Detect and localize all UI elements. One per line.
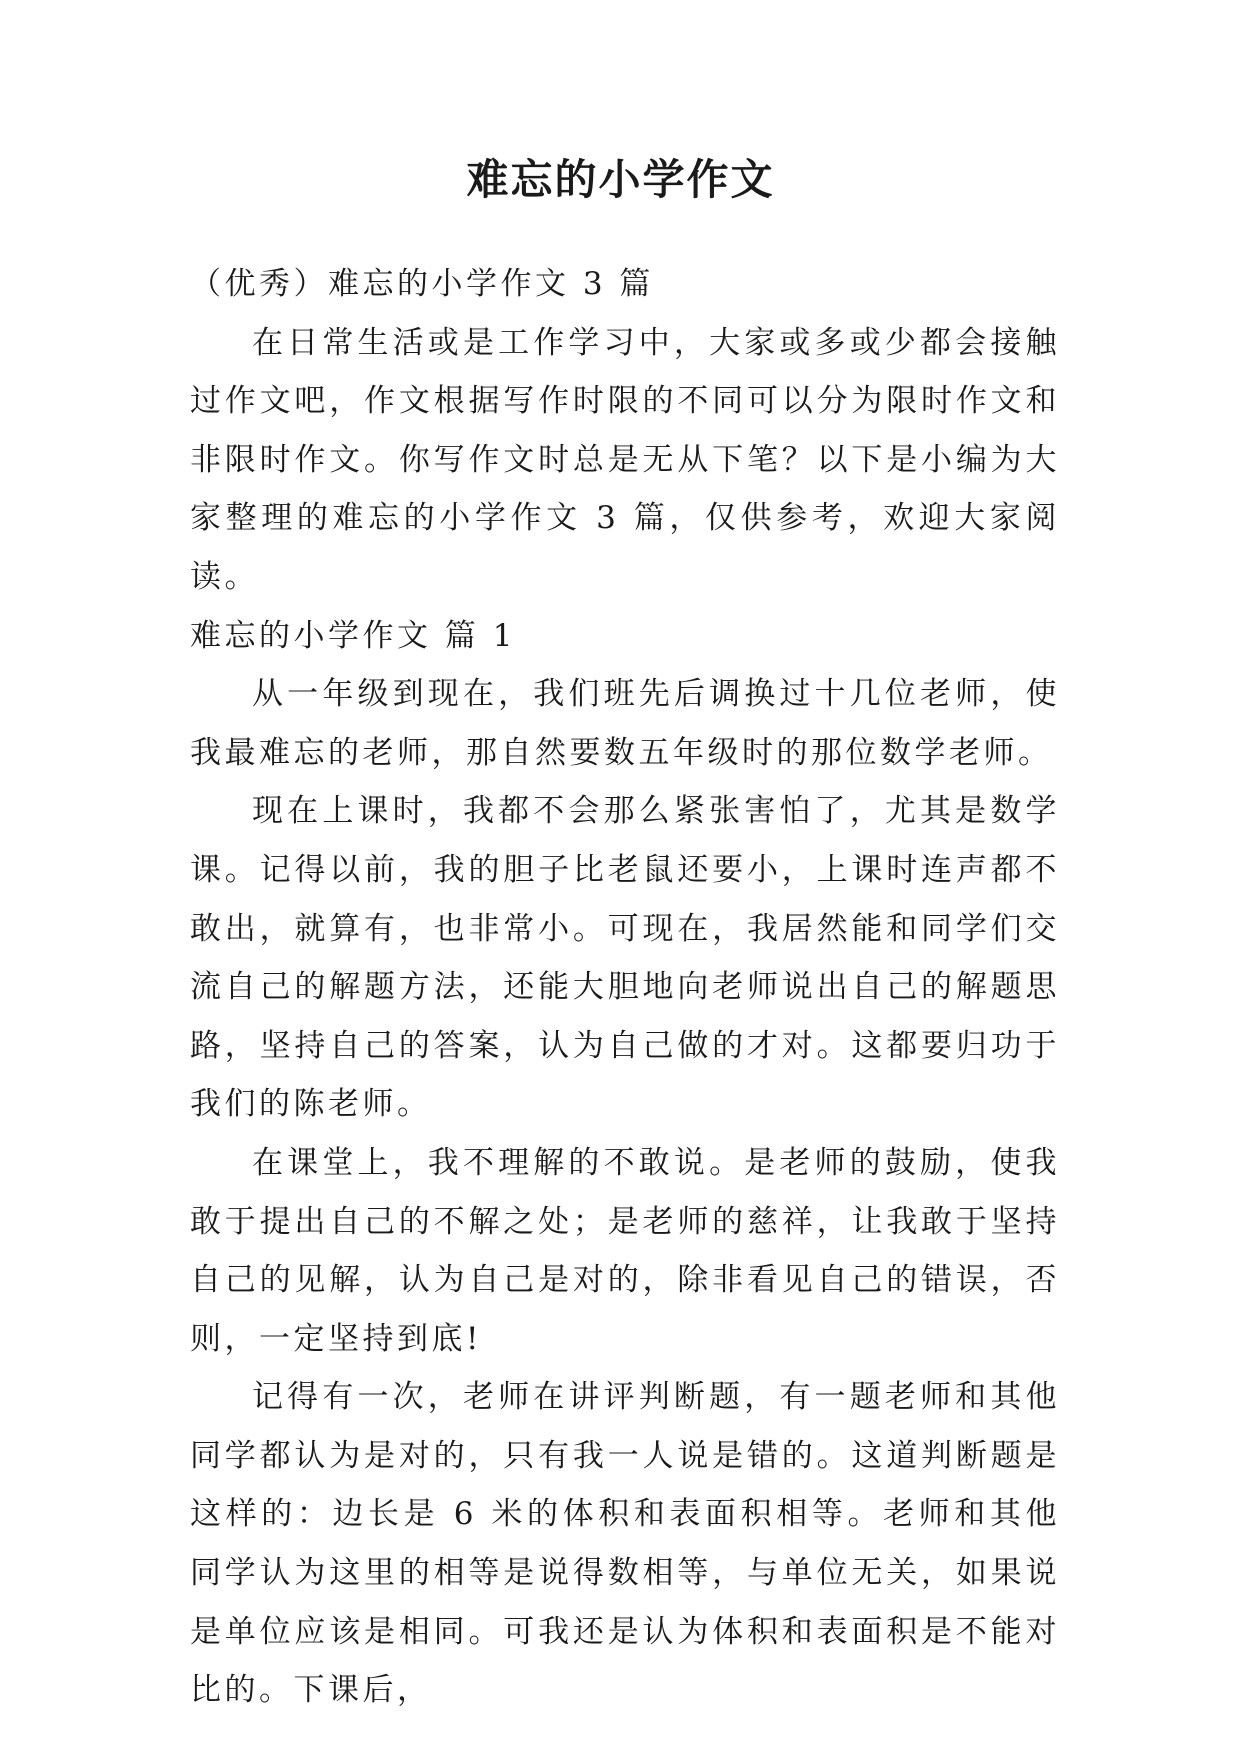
body-paragraph: 在课堂上，我不理解的不敢说。是老师的鼓励，使我敢于提出自己的不解之处；是老师的慈祥，让我敢于坚持自己的见解，认为自己是对的，除非看见自己的错误，否则，一定坚持到底! (190, 1144, 1060, 1357)
document-subtitle: （优秀）难忘的小学作文 3 篇 (190, 266, 654, 302)
intro-paragraph: 在日常生活或是工作学习中，大家或多或少都会接触过作文吧，作文根据写作时限的不同可以分为限时作文和非限时作文。你写作文时总是无从下笔？以下是小编为大家整理的难忘的小学作文 3 篇，仅供参考，欢迎大家阅读。 (190, 324, 1060, 595)
body-paragraph: 从一年级到现在，我们班先后调换过十几位老师，使我最难忘的老师，那自然要数五年级时的那位数学老师。 (190, 676, 1060, 771)
section-heading: 难忘的小学作文 篇 1 (190, 617, 516, 654)
body-paragraph: 现在上课时，我都不会那么紧张害怕了，尤其是数学课。记得以前，我的胆子比老鼠还要小，上课时连声都不敢出，就算有，也非常小。可现在，我居然能和同学们交流自己的解题方法，还能大胆地向老师说出自己的解题思路，坚持自己的答案，认为自己做的才对。这都要归功于我们的陈老师。 (190, 793, 1060, 1123)
document-title: 难忘的小学作文 (466, 155, 775, 204)
document-body (190, 255, 1060, 1720)
body-paragraph: 记得有一次，老师在讲评判断题，有一题老师和其他同学都认为是对的，只有我一人说是错的。这道判断题是这样的：边长是 6 米的体积和表面积相等。老师和其他同学认为这里的相等是说得数相等，与单位无关，如果说是单位应该是相同。可我还是认为体积和表面积是不能对比的。下课后， (190, 1379, 1060, 1709)
